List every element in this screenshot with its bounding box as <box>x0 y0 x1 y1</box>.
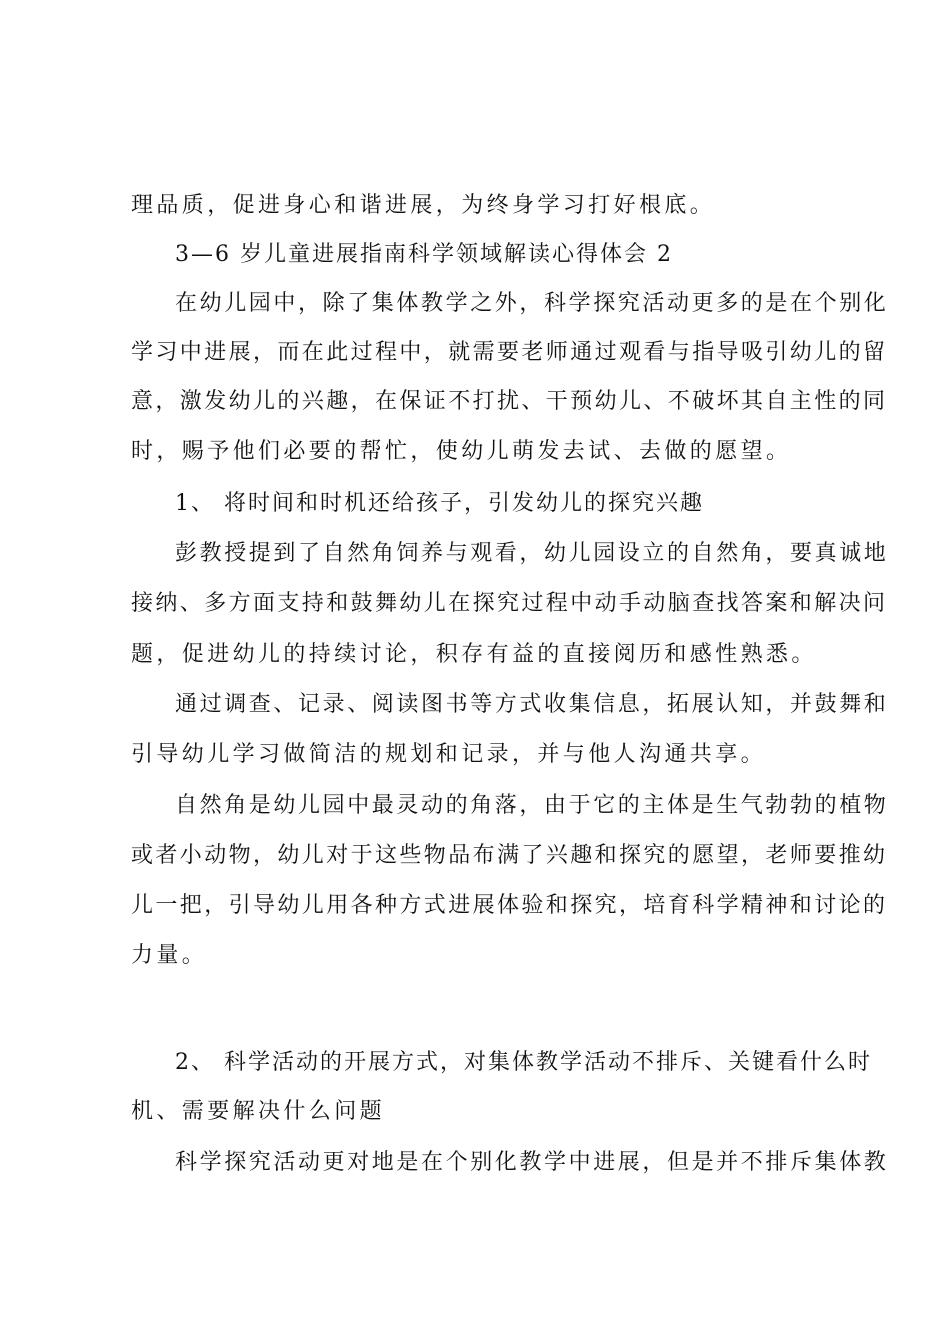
paragraph-line: 在幼儿园中，除了集体教学之外，科学探究活动更多的是在个别化 <box>175 291 889 316</box>
paragraph-line: 理品质，促进身心和谐进展，为终身学习打好根底。 <box>131 193 716 218</box>
paragraph-line: 科学探究活动更对地是在个别化教学中进展，但是并不排斥集体教 <box>175 1150 889 1175</box>
section-heading: 1、 将时间和时机还给孩子，引发幼儿的探究兴趣 <box>175 491 704 516</box>
paragraph-line: 机、需要解决什么问题 <box>131 1099 386 1124</box>
paragraph-line: 学习中进展，而在此过程中，就需要老师通过观看与指导吸引幼儿的留 <box>131 340 888 365</box>
paragraph-line: 题，促进幼儿的持续讨论，积存有益的直接阅历和感性熟悉。 <box>131 642 817 667</box>
paragraph-line: 或者小动物，幼儿对于这些物品布满了兴趣和探究的愿望，老师要推幼 <box>131 843 888 868</box>
paragraph-line: 时，赐予他们必要的帮忙，使幼儿萌发去试、去做的愿望。 <box>131 439 792 464</box>
section-heading: 2、 科学活动的开展方式，对集体教学活动不排斥、关键看什么时 <box>175 1050 872 1075</box>
paragraph-line: 自然角是幼儿园中最灵动的角落，由于它的主体是生气勃勃的植物 <box>175 793 889 818</box>
paragraph-line: 力量。 <box>131 943 208 968</box>
paragraph-line: 意，激发幼儿的兴趣，在保证不打扰、干预幼儿、不破坏其自主性的同 <box>131 389 888 414</box>
paragraph-line: 引导幼儿学习做简洁的规划和记录，并与他人沟通共享。 <box>131 742 767 767</box>
paragraph-line: 接纳、多方面支持和鼓舞幼儿在探究过程中动手动脑查找答案和解决问 <box>131 591 888 616</box>
paragraph-line: 通过调查、记录、阅读图书等方式收集信息，拓展认知，并鼓舞和 <box>175 692 889 717</box>
paragraph-line: 儿一把，引导幼儿用各种方式进展体验和探究，培育科学精神和讨论的 <box>131 893 888 918</box>
section-title: 3—6 岁儿童进展指南科学领域解读心得体会 2 <box>175 242 673 267</box>
paragraph-line: 彭教授提到了自然角饲养与观看，幼儿园设立的自然角，要真诚地 <box>175 541 889 566</box>
